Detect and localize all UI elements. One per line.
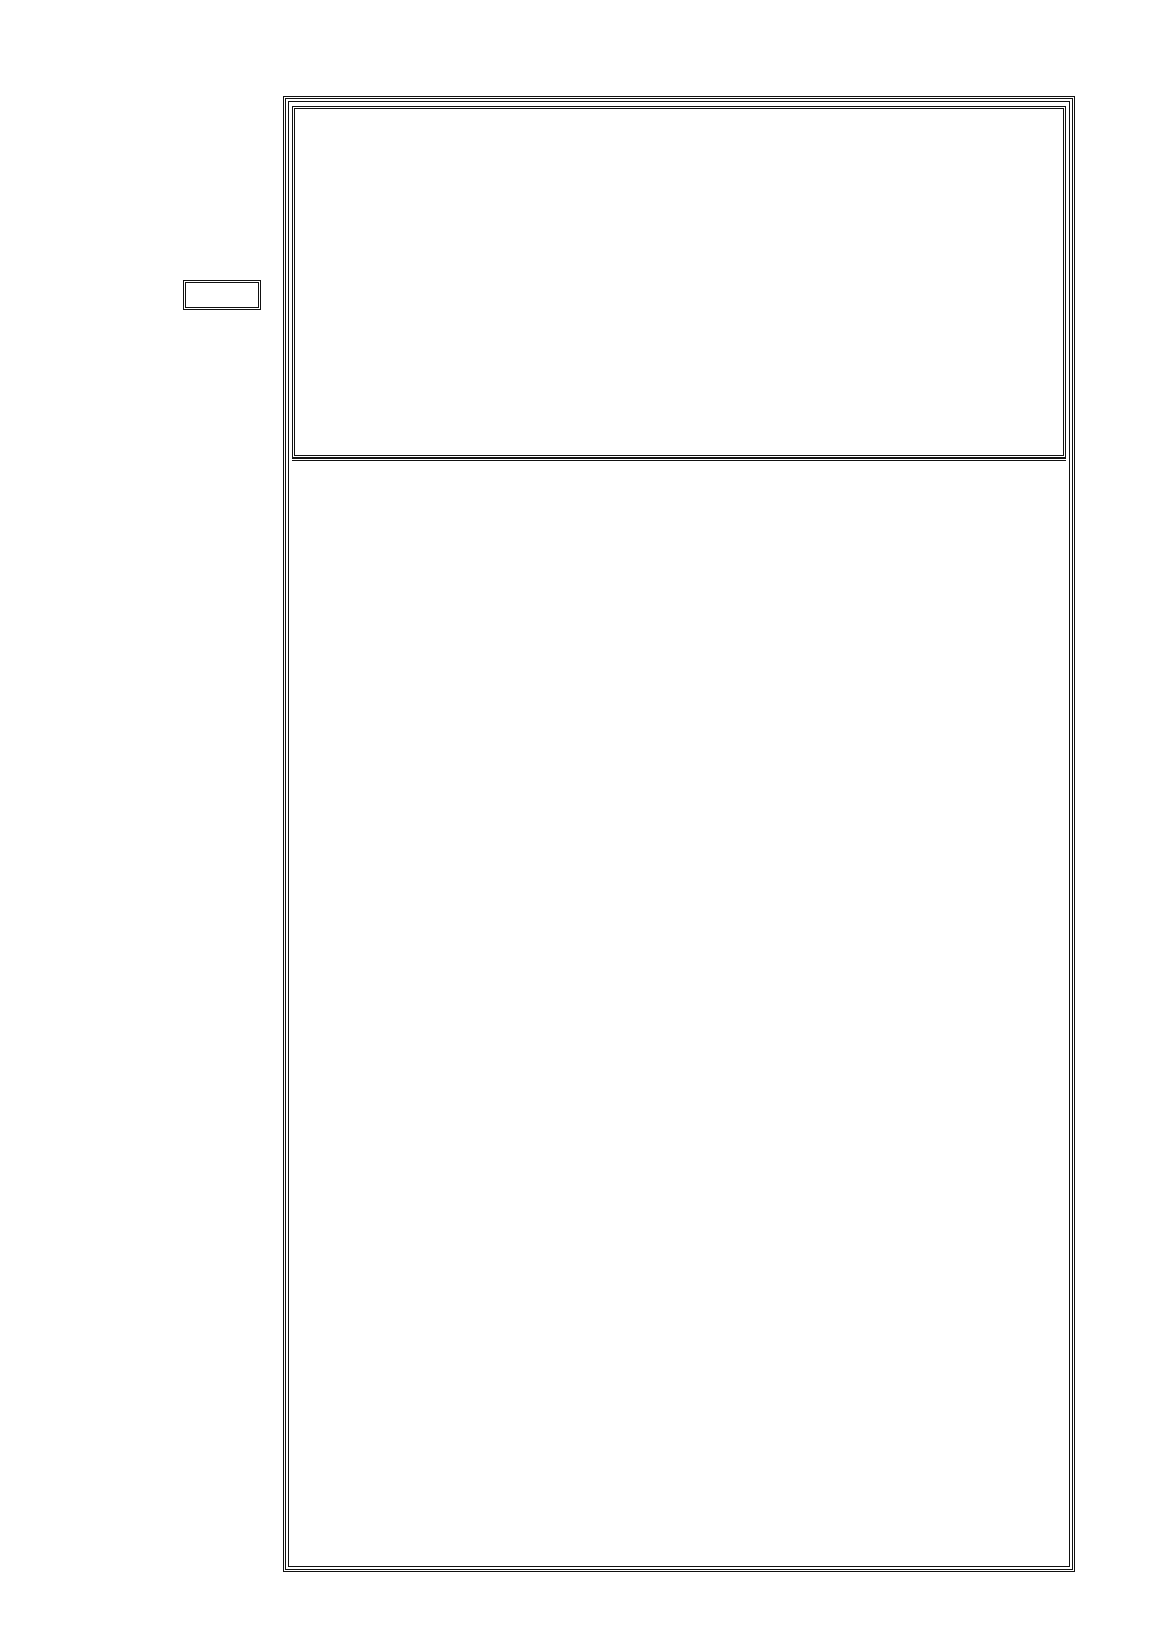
- hadith-text-box: [292, 106, 1066, 458]
- hadith-number-box: [183, 280, 261, 310]
- page-header: [0, 40, 1158, 90]
- section-separator: [292, 458, 1066, 466]
